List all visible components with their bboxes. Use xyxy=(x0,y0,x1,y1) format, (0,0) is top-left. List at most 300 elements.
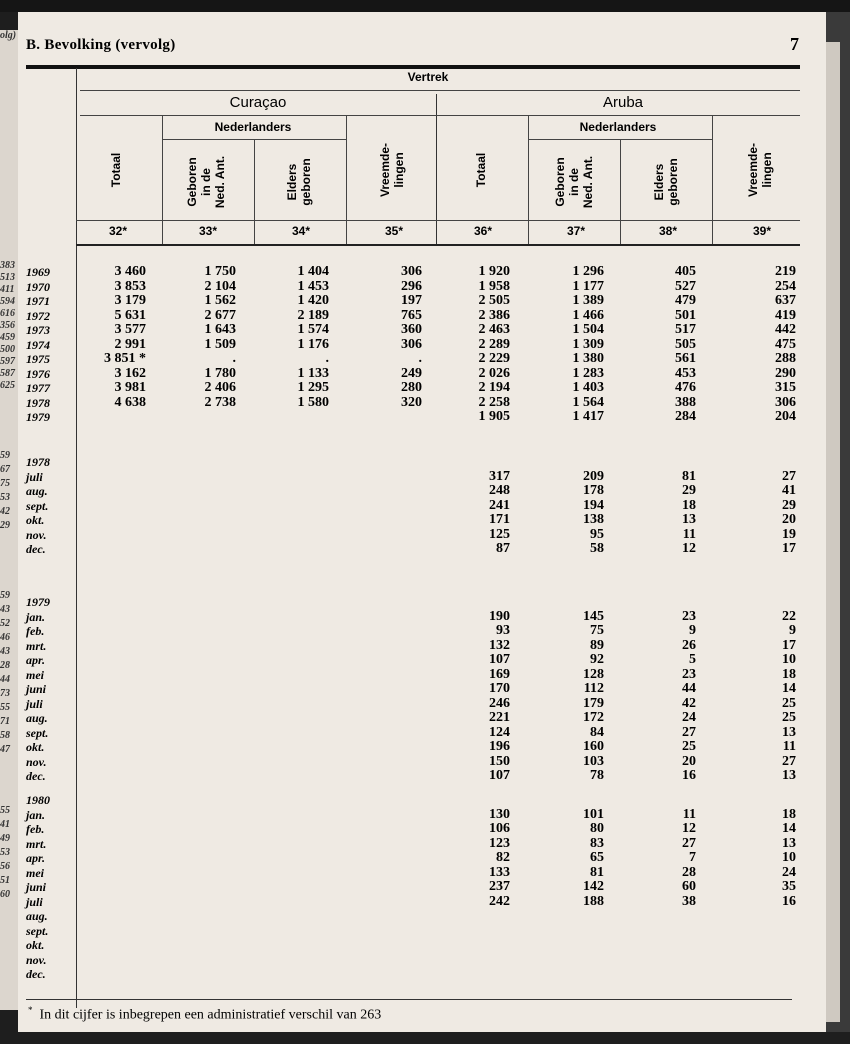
margin-fragment: 383 xyxy=(0,260,15,271)
table-cell: 219 xyxy=(775,264,796,279)
table-cell: 1 389 xyxy=(572,293,604,308)
region-aruba: Aruba xyxy=(602,94,644,111)
row-label: okt. xyxy=(26,938,45,952)
data-column xyxy=(479,265,511,425)
table-cell: 527 xyxy=(675,278,696,294)
margin-fragment: 625 xyxy=(0,380,15,391)
margin-fragment: 58 xyxy=(0,730,10,741)
head-rule-2 xyxy=(80,115,800,116)
table-cell: 133 xyxy=(489,864,510,880)
row-label: apr. xyxy=(26,653,46,667)
row-label: dec. xyxy=(26,542,46,556)
table-cell: 16 xyxy=(682,768,696,783)
row-label: nov. xyxy=(26,754,47,769)
col-number: 39* xyxy=(752,224,772,238)
left-margin-strip xyxy=(0,30,18,1010)
table-cell: 23 xyxy=(682,608,696,624)
table-cell xyxy=(782,595,796,610)
data-column xyxy=(573,265,605,425)
table-cell: 2 677 xyxy=(204,307,236,323)
margin-fragment: 52 xyxy=(0,618,10,629)
table-cell: 194 xyxy=(583,497,604,513)
table-cell: . xyxy=(418,351,422,366)
margin-fragment: 53 xyxy=(0,847,10,858)
table-cell: 83 xyxy=(590,835,604,851)
table-cell: 87 xyxy=(496,541,510,556)
table-cell: 209 xyxy=(583,468,604,484)
head-rule-1 xyxy=(80,90,800,91)
table-cell: 29 xyxy=(782,497,796,513)
table-cell: 4 638 xyxy=(114,394,146,410)
table-cell: 27 xyxy=(682,835,696,851)
table-cell: 13 xyxy=(782,724,796,740)
table-cell: 160 xyxy=(583,739,604,754)
table-cell: 317 xyxy=(489,468,510,484)
table-cell: 13 xyxy=(782,835,796,851)
row-label: aug. xyxy=(26,484,48,498)
row-label: 1980 xyxy=(26,793,50,807)
table-cell: 196 xyxy=(489,739,510,754)
row-label: nov. xyxy=(26,527,47,542)
margin-fragment: 51 xyxy=(0,875,10,886)
table-cell: 388 xyxy=(675,394,696,410)
row-label: juli xyxy=(26,469,43,484)
colnum-rule-top xyxy=(76,220,800,221)
table-cell xyxy=(782,953,796,968)
table-cell: 190 xyxy=(489,608,510,624)
table-cell: 107 xyxy=(489,768,510,783)
table-cell: 81 xyxy=(682,468,696,484)
table-cell: 35 xyxy=(782,879,796,894)
footnote-text: In dit cijfer is inbegrepen een administratief verschil van 263 xyxy=(39,1007,382,1023)
table-cell: 1 404 xyxy=(297,264,329,279)
table-cell: 18 xyxy=(782,666,796,682)
table-cell: 288 xyxy=(775,351,796,366)
row-label: sept. xyxy=(26,725,49,740)
region-curacao: Curaçao xyxy=(229,94,287,111)
table-cell: 2 386 xyxy=(478,307,510,323)
table-cell: 561 xyxy=(675,351,696,366)
table-cell: 296 xyxy=(401,278,422,294)
table-cell: 89 xyxy=(590,637,604,653)
table-cell: 3 851 * xyxy=(104,351,146,366)
margin-fragment: 28 xyxy=(0,660,10,671)
table-cell: 1 420 xyxy=(297,293,329,308)
table-cell: 2 104 xyxy=(204,278,236,294)
margin-fragment: 616 xyxy=(0,308,15,319)
table-cell: 1 466 xyxy=(572,307,604,323)
row-label: 1978 xyxy=(26,395,50,410)
table-cell: 1 133 xyxy=(297,365,329,381)
table-cell: 5 xyxy=(689,652,696,667)
table-cell: 1 580 xyxy=(297,394,329,410)
footnote-rule xyxy=(26,999,792,1000)
col-number: 33* xyxy=(198,224,218,238)
margin-fragment: 513 xyxy=(0,272,15,283)
table-cell: 106 xyxy=(489,821,510,836)
row-label: feb. xyxy=(26,624,45,638)
table-cell xyxy=(782,793,796,808)
col-label-elders-c: Elders geboren xyxy=(285,158,313,206)
table-cell: 23 xyxy=(682,666,696,682)
row-label: 1979 xyxy=(26,410,50,424)
table-cell: 453 xyxy=(675,365,696,381)
row-label: 1969 xyxy=(26,265,50,279)
table-cell: 29 xyxy=(682,483,696,498)
table-cell: 125 xyxy=(489,526,510,542)
margin-fragment: 60 xyxy=(0,889,10,900)
table-cell: 38 xyxy=(682,893,696,909)
table-cell: 170 xyxy=(489,681,510,696)
table-cell: 26 xyxy=(682,637,696,653)
table-cell: 112 xyxy=(583,681,604,696)
table-cell: 14 xyxy=(782,821,796,836)
table-cell: 315 xyxy=(775,380,796,395)
table-cell: 475 xyxy=(775,336,796,352)
row-label: juni xyxy=(26,682,47,696)
table-cell: 142 xyxy=(583,879,604,894)
table-cell: 80 xyxy=(590,821,604,836)
table-cell: 20 xyxy=(682,753,696,769)
table-cell: 60 xyxy=(682,879,696,894)
row-label: okt. xyxy=(26,740,45,754)
row-label: juni xyxy=(26,880,47,894)
table-cell: 128 xyxy=(583,666,604,682)
table-cell xyxy=(489,953,510,968)
table-cell: 2 991 xyxy=(114,336,146,352)
table-cell: 1 403 xyxy=(572,380,604,395)
col-number: 38* xyxy=(658,224,678,238)
col-label-geboren-a: Geboren in de Ned. Ant. xyxy=(553,155,595,209)
table-cell: 1 176 xyxy=(297,336,329,352)
table-cell: 1 453 xyxy=(297,278,329,294)
table-cell xyxy=(205,410,237,425)
table-cell xyxy=(489,909,510,924)
row-label: aug. xyxy=(26,909,48,923)
table-cell: 172 xyxy=(583,710,604,725)
table-cell: . xyxy=(325,351,329,366)
table-cell: 246 xyxy=(489,695,510,711)
data-column xyxy=(675,265,696,425)
table-cell: 1 509 xyxy=(204,336,236,352)
table-cell xyxy=(583,793,604,808)
table-cell: 123 xyxy=(489,835,510,851)
col-label-totaal-c: Totaal xyxy=(109,152,123,188)
table-cell: 3 179 xyxy=(114,293,146,308)
data-column xyxy=(205,265,237,425)
table-cell: 28 xyxy=(682,864,696,880)
table-cell: 306 xyxy=(401,336,422,352)
table-cell: 501 xyxy=(675,307,696,323)
col-label-totaal-a: Totaal xyxy=(474,152,488,188)
row-label: 1971 xyxy=(26,294,50,308)
table-cell: 107 xyxy=(489,652,510,667)
col-label-vreemd-a: Vreemde- lingen xyxy=(746,142,774,198)
row-label: mrt. xyxy=(26,836,47,851)
margin-fragment: 46 xyxy=(0,632,10,643)
table-cell: 290 xyxy=(775,365,796,381)
margin-fragment: 43 xyxy=(0,604,10,615)
col-number: 35* xyxy=(384,224,404,238)
table-cell: 284 xyxy=(675,409,696,424)
table-cell: 9 xyxy=(689,623,696,638)
table-cell: 2 026 xyxy=(478,365,510,381)
table-cell xyxy=(104,410,146,425)
table-cell: 637 xyxy=(775,293,796,308)
row-label: 1976 xyxy=(26,366,50,381)
margin-fragment: 29 xyxy=(0,520,10,531)
col-rule-b xyxy=(254,140,255,244)
table-cell: 1 780 xyxy=(204,365,236,381)
data-column xyxy=(104,265,146,425)
margin-fragment: 356 xyxy=(0,320,15,331)
table-cell: 188 xyxy=(583,893,604,909)
table-cell: 78 xyxy=(590,768,604,783)
table-cell: 13 xyxy=(682,512,696,527)
table-cell: 179 xyxy=(583,695,604,711)
colnum-rule-bottom xyxy=(76,244,800,246)
margin-fragment: 41 xyxy=(0,819,10,830)
table-cell: 42 xyxy=(682,695,696,711)
row-labels xyxy=(26,455,50,557)
table-cell: 138 xyxy=(583,512,604,527)
table-cell: 5 631 xyxy=(114,307,146,323)
table-cell: 360 xyxy=(401,322,422,337)
margin-fragment: 44 xyxy=(0,674,10,685)
row-label: 1973 xyxy=(26,323,50,337)
row-label: sept. xyxy=(26,923,49,938)
footnote-marker: * xyxy=(28,1005,33,1015)
data-column xyxy=(782,595,796,784)
table-cell: 169 xyxy=(489,666,510,682)
table-cell: 11 xyxy=(682,526,696,542)
table-cell: 479 xyxy=(675,293,696,308)
table-cell: 12 xyxy=(682,821,696,836)
table-cell: 306 xyxy=(401,264,422,279)
row-label: 1978 xyxy=(26,455,50,469)
table-cell: 14 xyxy=(782,681,796,696)
table-cell: . xyxy=(232,351,236,366)
margin-fragment: 587 xyxy=(0,368,15,379)
table-cell: 130 xyxy=(489,806,510,822)
row-label: 1972 xyxy=(26,308,50,323)
margin-fragment: 49 xyxy=(0,833,10,844)
table-cell: 19 xyxy=(782,526,796,542)
table-cell xyxy=(489,967,510,982)
table-cell: 16 xyxy=(782,893,796,909)
table-cell: 95 xyxy=(590,526,604,542)
right-page-edge xyxy=(826,12,850,1032)
row-label: sept. xyxy=(26,498,49,513)
row-label: dec. xyxy=(26,967,46,981)
margin-fragment: olg) xyxy=(0,30,17,41)
data-column xyxy=(583,455,604,557)
stub-divider xyxy=(76,68,77,1008)
table-cell: 84 xyxy=(590,724,604,740)
row-labels xyxy=(26,793,50,982)
data-column xyxy=(583,595,604,784)
table-cell: 178 xyxy=(583,483,604,498)
col-number: 37* xyxy=(566,224,586,238)
row-label: 1979 xyxy=(26,595,50,609)
data-column xyxy=(583,793,604,982)
row-label: 1974 xyxy=(26,337,50,352)
data-column xyxy=(298,265,330,425)
subgroup-curacao: Nederlanders xyxy=(214,120,292,134)
table-cell: 82 xyxy=(496,850,510,865)
table-cell: 58 xyxy=(590,541,604,556)
table-cell: 92 xyxy=(590,652,604,667)
table-cell xyxy=(682,909,696,924)
table-cell: 765 xyxy=(401,307,422,323)
col-rule-e xyxy=(620,140,621,244)
table-cell xyxy=(489,595,510,610)
row-label: mei xyxy=(26,667,44,682)
row-label: mrt. xyxy=(26,638,47,653)
table-cell: 27 xyxy=(682,724,696,740)
scanner-top-edge xyxy=(0,0,850,12)
data-column xyxy=(401,265,422,425)
row-label: juli xyxy=(26,894,43,909)
subgroup-aruba: Nederlanders xyxy=(579,120,657,134)
row-label: feb. xyxy=(26,822,45,836)
table-cell xyxy=(489,793,510,808)
table-cell: 320 xyxy=(401,394,422,410)
margin-fragment: 73 xyxy=(0,688,10,699)
row-label: 1975 xyxy=(26,352,50,366)
table-cell xyxy=(682,924,696,939)
table-cell: 11 xyxy=(782,739,796,754)
table-cell xyxy=(682,793,696,808)
table-cell: 17 xyxy=(782,637,796,653)
margin-fragment: 55 xyxy=(0,702,10,713)
table-cell: 20 xyxy=(782,512,796,527)
table-cell: 171 xyxy=(489,512,510,527)
table-cell xyxy=(682,953,696,968)
vertrek-heading: Vertrek xyxy=(407,70,449,84)
table-cell: 1 295 xyxy=(297,380,329,395)
table-cell: 1 920 xyxy=(478,264,510,279)
col-rule-d xyxy=(528,116,529,244)
margin-fragment: 59 xyxy=(0,590,10,601)
table-cell: 24 xyxy=(782,864,796,880)
table-cell: 10 xyxy=(782,850,796,865)
row-label: 1970 xyxy=(26,279,50,294)
table-cell: 1 417 xyxy=(572,409,604,424)
data-column xyxy=(489,455,510,557)
table-cell: 241 xyxy=(489,497,510,513)
table-cell: 44 xyxy=(682,681,696,696)
col-number: 34* xyxy=(291,224,311,238)
data-column xyxy=(682,793,696,982)
margin-fragment: 53 xyxy=(0,492,10,503)
col-rule-a xyxy=(162,116,163,244)
table-cell: 65 xyxy=(590,850,604,865)
margin-fragment: 500 xyxy=(0,344,15,355)
row-label: dec. xyxy=(26,769,46,783)
table-cell: 1 380 xyxy=(572,351,604,366)
table-cell: 1 564 xyxy=(572,394,604,410)
table-cell: 1 643 xyxy=(204,322,236,337)
table-cell: 41 xyxy=(782,483,796,498)
table-cell: 248 xyxy=(489,483,510,498)
table-cell: 132 xyxy=(489,637,510,653)
table-cell: 7 xyxy=(689,850,696,865)
data-column xyxy=(682,595,696,784)
data-column xyxy=(775,265,796,425)
row-labels xyxy=(26,265,50,425)
margin-fragment: 71 xyxy=(0,716,10,727)
table-cell xyxy=(401,410,422,425)
section-title: B. Bevolking (vervolg) xyxy=(26,37,176,53)
table-cell: 3 460 xyxy=(114,264,146,279)
margin-fragment: 55 xyxy=(0,805,10,816)
row-label: okt. xyxy=(26,513,45,527)
table-cell: 145 xyxy=(583,608,604,624)
row-label: jan. xyxy=(26,609,46,624)
table-cell: 18 xyxy=(682,497,696,513)
table-cell: 1 905 xyxy=(478,409,510,424)
table-cell: 27 xyxy=(782,753,796,769)
table-cell: 101 xyxy=(583,806,604,822)
table-cell: 3 162 xyxy=(114,365,146,381)
table-cell xyxy=(583,909,604,924)
table-cell: 25 xyxy=(682,739,696,754)
table-cell: 25 xyxy=(782,695,796,711)
table-cell: 2 229 xyxy=(478,351,510,366)
table-cell: 12 xyxy=(682,541,696,556)
col-number: 32* xyxy=(108,224,128,238)
margin-fragment: 67 xyxy=(0,464,10,475)
table-cell: 1 283 xyxy=(572,365,604,381)
col-label-elders-a: Elders geboren xyxy=(652,158,680,206)
table-cell xyxy=(489,455,510,470)
margin-fragment: 42 xyxy=(0,506,10,517)
col-rule-c xyxy=(346,116,347,244)
table-cell xyxy=(583,953,604,968)
table-cell xyxy=(583,455,604,470)
table-cell: 2 189 xyxy=(297,307,329,323)
table-cell: 24 xyxy=(682,710,696,725)
margin-fragment: 75 xyxy=(0,478,10,489)
table-cell: 25 xyxy=(782,710,796,725)
table-cell: 3 981 xyxy=(114,380,146,395)
col-rule-f xyxy=(712,116,713,244)
table-cell: 1 309 xyxy=(572,336,604,352)
page-number: 7 xyxy=(790,34,799,54)
table-cell: 124 xyxy=(489,724,510,740)
col-label-vreemd-c: Vreemde- lingen xyxy=(378,142,406,198)
region-divider xyxy=(436,94,437,244)
table-cell xyxy=(682,938,696,953)
table-cell: 505 xyxy=(675,336,696,352)
table-cell: 1 958 xyxy=(478,278,510,294)
table-cell: 280 xyxy=(401,380,422,395)
data-column xyxy=(782,455,796,557)
table-cell: 419 xyxy=(775,307,796,323)
table-cell: 1 574 xyxy=(297,322,329,337)
table-cell xyxy=(583,967,604,982)
table-cell: 11 xyxy=(682,806,696,822)
table-cell xyxy=(298,410,330,425)
table-cell: 2 738 xyxy=(204,394,236,410)
table-cell: 1 504 xyxy=(572,322,604,337)
data-column xyxy=(489,595,510,784)
table-cell: 2 505 xyxy=(478,293,510,308)
row-label: mei xyxy=(26,865,44,880)
margin-fragment: 47 xyxy=(0,744,10,755)
table-cell: 1 562 xyxy=(204,293,236,308)
